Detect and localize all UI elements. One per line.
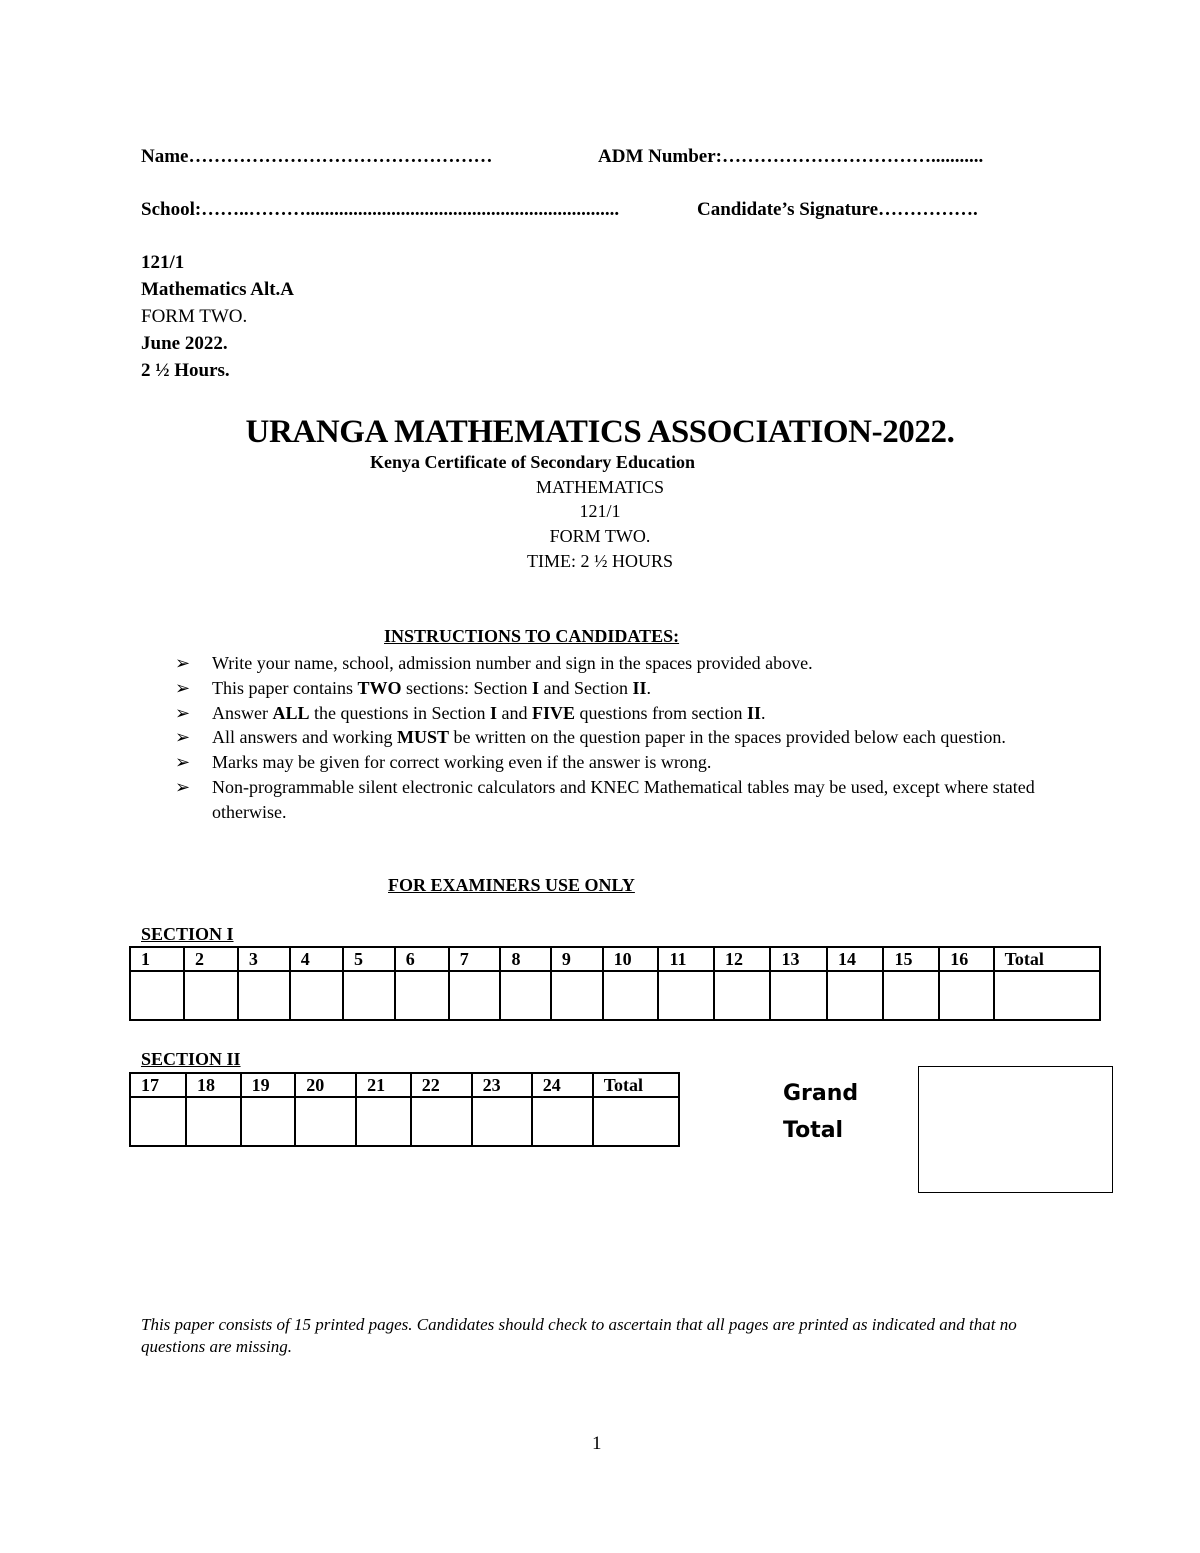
- instruction-item: [175, 725, 1055, 750]
- section1-score-cell[interactable]: [238, 971, 290, 1020]
- arrow-bullet-icon: ➢: [175, 776, 191, 797]
- section2-score-cell[interactable]: [295, 1097, 356, 1146]
- section1-col-header: 2: [184, 947, 238, 971]
- section1-col-header: 16: [939, 947, 993, 971]
- section2-score-cell[interactable]: [593, 1097, 679, 1146]
- name-field-line[interactable]: Name…………………………………………: [141, 146, 493, 167]
- paper-date: June 2022.: [141, 333, 228, 354]
- instruction-item: [175, 750, 1055, 775]
- section1-score-cell[interactable]: [343, 971, 395, 1020]
- instruction-item: [175, 676, 1055, 701]
- section1-score-cell[interactable]: [770, 971, 827, 1020]
- footer-note: This paper consists of 15 printed pages. Candidates should check to ascertain that all pages are printed as indicated and that no questions are missing.: [141, 1315, 1017, 1356]
- instructions-heading: INSTRUCTIONS TO CANDIDATES:: [384, 626, 680, 646]
- section1-score-cell[interactable]: [603, 971, 659, 1020]
- instruction-emphasis: FIVE: [532, 702, 576, 723]
- section2-score-cell[interactable]: [130, 1097, 186, 1146]
- section1-score-cell[interactable]: [827, 971, 884, 1020]
- section2-col-header: 23: [472, 1073, 532, 1097]
- instruction-text: .: [646, 677, 651, 698]
- section1-score-cell[interactable]: [449, 971, 501, 1020]
- section2-col-header: Total: [593, 1073, 679, 1097]
- section2-score-row: [130, 1097, 679, 1146]
- section1-score-cell[interactable]: [939, 971, 993, 1020]
- arrow-bullet-icon: ➢: [175, 752, 191, 773]
- instruction-emphasis: I: [490, 702, 498, 723]
- instruction-text: be written on the question paper in the spaces provided below each question.: [448, 727, 1006, 748]
- section2-col-header: 19: [241, 1073, 296, 1097]
- section1-header-row: [130, 947, 1100, 971]
- instruction-text: Write your name, school, admission number and sign in the spaces provided above.: [212, 653, 813, 673]
- instruction-text: .: [761, 702, 766, 723]
- section1-col-header: 4: [290, 947, 343, 971]
- section1-col-header: 9: [551, 947, 603, 971]
- section1-label: SECTION I: [141, 924, 234, 944]
- section1-score-row: [130, 971, 1100, 1020]
- examiners-heading: FOR EXAMINERS USE ONLY: [388, 875, 635, 895]
- instruction-emphasis: I: [531, 677, 539, 698]
- section1-score-cell[interactable]: [994, 971, 1100, 1020]
- school-field-line[interactable]: School:……..………..................................................................: [141, 199, 620, 220]
- section1-col-header: 3: [238, 947, 290, 971]
- section2-col-header: 22: [411, 1073, 472, 1097]
- section1-col-header: 14: [827, 947, 884, 971]
- paper-subject: Mathematics Alt.A: [141, 279, 295, 300]
- instruction-text: and Section: [538, 677, 633, 698]
- arrow-bullet-icon: ➢: [175, 653, 191, 673]
- signature-field-line[interactable]: Candidate’s Signature…………….: [697, 199, 978, 220]
- section1-col-header: 1: [130, 947, 184, 971]
- arrow-bullet-icon: ➢: [175, 727, 191, 748]
- instruction-text: and: [497, 702, 533, 723]
- paper-form: FORM TWO.: [141, 306, 248, 327]
- grand-total-box[interactable]: [918, 1066, 1113, 1193]
- exam-title: URANGA MATHEMATICS ASSOCIATION-2022.: [245, 414, 955, 450]
- grand-total-label: [783, 1075, 858, 1149]
- section2-col-header: 21: [356, 1073, 411, 1097]
- section2-col-header: 24: [532, 1073, 593, 1097]
- section1-col-header: 12: [714, 947, 771, 971]
- section1-score-cell[interactable]: [658, 971, 714, 1020]
- page-number: 1: [592, 1433, 602, 1454]
- time-heading: TIME: 2 ½ HOURS: [526, 551, 673, 571]
- instruction-item: [175, 701, 1055, 726]
- section1-score-cell[interactable]: [395, 971, 449, 1020]
- paper-code: 121/1: [141, 252, 185, 273]
- section1-col-header: 8: [500, 947, 550, 971]
- section1-score-cell[interactable]: [714, 971, 771, 1020]
- section1-score-cell[interactable]: [883, 971, 939, 1020]
- instruction-text: Answer: [212, 702, 273, 723]
- instruction-text: the questions in Section: [309, 702, 490, 723]
- grand-total-label-line1: Grand: [783, 1081, 859, 1106]
- instruction-text: All answers and working: [212, 727, 397, 748]
- arrow-bullet-icon: ➢: [175, 702, 191, 723]
- section2-col-header: 17: [130, 1073, 186, 1097]
- instruction-emphasis: MUST: [396, 727, 449, 748]
- section1-score-cell[interactable]: [551, 971, 603, 1020]
- instruction-emphasis: II: [747, 702, 762, 723]
- instruction-emphasis: II: [632, 677, 647, 698]
- section1-col-header: 10: [603, 947, 659, 971]
- section2-score-cell[interactable]: [186, 1097, 241, 1146]
- instruction-emphasis: ALL: [272, 702, 310, 723]
- arrow-bullet-icon: ➢: [175, 677, 191, 698]
- section1-col-header: 13: [770, 947, 827, 971]
- section1-col-header: 15: [883, 947, 939, 971]
- section2-score-table: [129, 1072, 680, 1147]
- section2-label: SECTION II: [141, 1049, 241, 1069]
- instruction-text: sections: Section: [401, 677, 532, 698]
- instruction-text: This paper contains: [212, 677, 358, 698]
- instruction-item: [175, 775, 1055, 825]
- section1-score-cell[interactable]: [184, 971, 238, 1020]
- section2-score-cell[interactable]: [532, 1097, 593, 1146]
- form-heading: FORM TWO.: [549, 526, 651, 546]
- section2-col-header: 20: [295, 1073, 356, 1097]
- subject-heading: MATHEMATICS: [535, 477, 664, 497]
- section1-score-cell[interactable]: [500, 971, 550, 1020]
- section2-score-cell[interactable]: [241, 1097, 296, 1146]
- instruction-text: questions from section: [575, 702, 748, 723]
- section1-col-header: 11: [658, 947, 714, 971]
- paper-duration: 2 ½ Hours.: [141, 360, 230, 381]
- instruction-item: [175, 651, 1055, 676]
- subject-code: 121/1: [579, 501, 621, 521]
- section1-col-header: 5: [343, 947, 395, 971]
- instruction-text: Non-programmable silent electronic calculators and KNEC Mathematical tables may be used, except where stated otherwise.: [212, 776, 1035, 822]
- adm-number-field-line[interactable]: ADM Number:……………………………...........: [598, 146, 984, 167]
- section2-score-cell[interactable]: [356, 1097, 411, 1146]
- section1-score-cell[interactable]: [130, 971, 184, 1020]
- section2-score-cell[interactable]: [472, 1097, 532, 1146]
- instruction-text: Marks may be given for correct working even if the answer is wrong.: [212, 752, 712, 773]
- section1-col-header: Total: [994, 947, 1100, 971]
- section1-score-cell[interactable]: [290, 971, 343, 1020]
- section1-score-table: [129, 946, 1101, 1021]
- instructions-list: [175, 651, 1055, 825]
- instruction-emphasis: TWO: [357, 677, 402, 698]
- section2-col-header: 18: [186, 1073, 241, 1097]
- section2-score-cell[interactable]: [411, 1097, 472, 1146]
- section1-col-header: 6: [395, 947, 449, 971]
- section1-col-header: 7: [449, 947, 501, 971]
- certificate-name: Kenya Certificate of Secondary Education: [370, 452, 695, 472]
- grand-total-label-line2: Total: [783, 1118, 844, 1143]
- section2-header-row: [130, 1073, 679, 1097]
